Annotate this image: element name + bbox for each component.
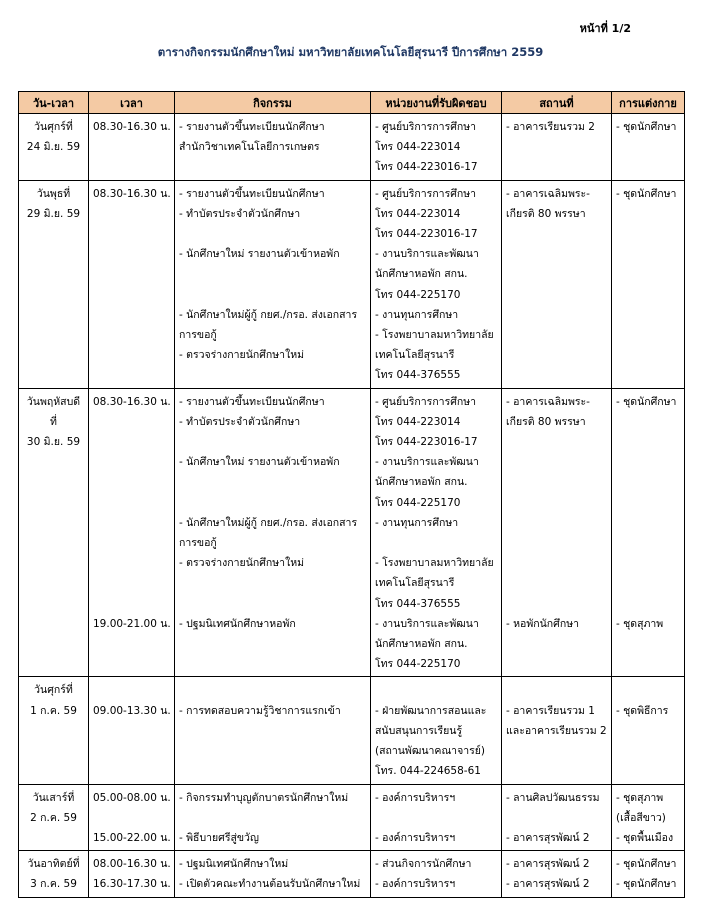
place-line: [506, 680, 607, 700]
unit-line: โทร 044-223014: [375, 207, 461, 220]
unit-line: สนับสนุนการเรียนรู้: [375, 724, 463, 737]
activity-line: [179, 224, 366, 244]
time-line: [93, 412, 170, 432]
activity-line: [179, 573, 366, 593]
dress-line: [616, 493, 680, 513]
activity-line: การขอกู้: [179, 329, 217, 342]
unit-line: - องค์การบริหารฯ: [375, 878, 456, 891]
unit-line: - ส่วนกิจการนักศึกษา: [375, 858, 472, 871]
day-line: วันพฤหัสบดี: [26, 395, 81, 408]
unit-line: โทร 044-223016-17: [375, 436, 478, 449]
schedule-table: [18, 91, 685, 898]
unit-line: โทร 044-223016-17: [375, 161, 478, 174]
activity-line: [179, 264, 366, 284]
dress-line: - ชุดสุภาพ: [616, 617, 664, 630]
activity-line: - รายงานตัวขึ้นทะเบียนนักศึกษา: [179, 187, 325, 200]
unit-line: - โรงพยาบาลมหาวิทยาลัย: [375, 557, 494, 570]
time-line: [93, 594, 170, 614]
day-cell: [19, 180, 89, 388]
time-line: 05.00-08.00 น.: [93, 791, 171, 804]
unit-cell: [371, 180, 502, 388]
unit-line: นักศึกษาหอพัก สกน.: [375, 476, 468, 489]
time-line: [93, 452, 170, 472]
time-line: [93, 808, 170, 828]
activity-line: - ปฐมนิเทศนักศึกษาใหม่: [179, 858, 289, 871]
place-line: [506, 432, 607, 452]
activity-line: - นักศึกษาใหม่ รายงานตัวเข้าหอพัก: [179, 456, 340, 469]
place-line: - อาคารเรียนรวม 2: [506, 121, 595, 133]
unit-line: โทร 044-223014: [375, 141, 461, 154]
table-row: [19, 851, 685, 897]
unit-line: - ฝ่ายพัฒนาการสอนและ: [375, 704, 487, 717]
dress-line: - ชุดพิธีการ: [616, 704, 669, 717]
time-line: [93, 680, 170, 700]
header-activity: กิจกรรม: [175, 92, 371, 114]
activity-line: - กิจกรรมทำบุญตักบาตรนักศึกษาใหม่: [179, 791, 349, 804]
time-cell: [89, 114, 175, 181]
unit-cell: [371, 784, 502, 851]
unit-line: โทร 044-376555: [375, 597, 461, 610]
activity-line: [179, 432, 366, 452]
day-line: วันเสาร์ที่: [32, 791, 75, 804]
time-cell: [89, 784, 175, 851]
unit-cell: [371, 388, 502, 677]
unit-line: โทร 044-376555: [375, 369, 461, 382]
unit-line: โทร 044-225170: [375, 496, 461, 509]
dress-cell: [612, 388, 685, 677]
day-line: 3 ก.ค. 59: [30, 878, 77, 891]
activity-cell: [175, 677, 371, 784]
time-cell: [89, 677, 175, 784]
time-cell: [89, 388, 175, 677]
unit-line: - องค์การบริหารฯ: [375, 831, 456, 844]
table-row: [19, 180, 685, 388]
unit-line: - ศูนย์บริการการศึกษา: [375, 121, 477, 133]
day-line: 2 ก.ค. 59: [30, 811, 77, 824]
activity-line: - นักศึกษาใหม่ผู้กู้ กยศ./กรอ. ส่งเอกสาร: [179, 308, 358, 321]
unit-line: โทร 044-225170: [375, 658, 461, 671]
time-line: [93, 472, 170, 492]
place-cell: [502, 388, 612, 677]
unit-cell: [371, 851, 502, 897]
place-cell: [502, 677, 612, 784]
activity-line: [179, 594, 366, 614]
time-line: 08.30-16.30 น.: [93, 187, 171, 200]
dress-line: [616, 452, 680, 472]
day-line: 1 ก.ค. 59: [30, 704, 77, 717]
place-cell: [502, 784, 612, 851]
day-line: ที่: [50, 415, 57, 428]
day-line: 24 มิ.ย. 59: [26, 141, 81, 154]
unit-line: โทร 044-223016-17: [375, 228, 478, 241]
unit-line: - งานบริการและพัฒนา: [375, 248, 479, 261]
unit-cell: [371, 677, 502, 784]
dress-line: [616, 432, 680, 452]
unit-line: [375, 533, 497, 553]
activity-cell: [175, 388, 371, 677]
activity-line: [179, 808, 366, 828]
dress-line: [616, 412, 680, 432]
unit-line: - ศูนย์บริการการศึกษา: [375, 187, 477, 200]
dress-line: [616, 533, 680, 553]
place-line: [506, 493, 607, 513]
place-line: [506, 452, 607, 472]
time-line: 15.00-22.00 น.: [93, 831, 171, 844]
place-line: [506, 808, 607, 828]
place-line: เกียรติ 80 พรรษา: [506, 415, 586, 428]
time-line: 08.30-16.30 น.: [93, 121, 171, 133]
place-line: [506, 573, 607, 593]
dress-cell: [612, 784, 685, 851]
activity-line: - พิธีบายศรีสู่ขวัญ: [179, 831, 259, 844]
place-cell: [502, 851, 612, 897]
unit-line: นักศึกษาหอพัก สกน.: [375, 638, 468, 651]
unit-line: โทร. 044-224658-61: [375, 765, 481, 778]
dress-cell: [612, 180, 685, 388]
dress-line: [616, 573, 680, 593]
header-time: เวลา: [89, 92, 175, 114]
dress-line: - ชุดพื้นเมือง: [616, 831, 674, 844]
place-line: - อาคารเฉลิมพระ-: [506, 187, 590, 200]
activity-line: - นักศึกษาใหม่ผู้กู้ กยศ./กรอ. ส่งเอกสาร: [179, 516, 358, 529]
day-cell: [19, 677, 89, 784]
dress-line: - ชุดนักศึกษา: [616, 395, 677, 408]
activity-line: - นักศึกษาใหม่ รายงานตัวเข้าหอพัก: [179, 248, 340, 261]
day-line: วันศุกร์ที่: [34, 121, 73, 133]
place-line: [506, 513, 607, 533]
place-line: เกียรติ 80 พรรษา: [506, 207, 586, 220]
day-cell: [19, 851, 89, 897]
activity-cell: [175, 180, 371, 388]
activity-line: - ตรวจร่างกายนักศึกษาใหม่: [179, 557, 305, 570]
time-cell: [89, 180, 175, 388]
dress-cell: [612, 677, 685, 784]
time-line: [93, 553, 170, 573]
place-line: - อาคารเฉลิมพระ-: [506, 395, 590, 408]
place-line: - อาคารเรียนรวม 1: [506, 704, 595, 717]
time-cell: [89, 851, 175, 897]
dress-line: [616, 472, 680, 492]
place-line: - ลานศิลปวัฒนธรรม: [506, 791, 600, 804]
activity-line: [179, 472, 366, 492]
dress-line: - ชุดนักศึกษา: [616, 121, 677, 133]
table-row: [19, 114, 685, 181]
place-cell: [502, 114, 612, 181]
unit-line: โทร 044-223014: [375, 415, 461, 428]
time-line: 08.30-16.30 น.: [93, 395, 171, 408]
activity-cell: [175, 851, 371, 897]
activity-line: - รายงานตัวขึ้นทะเบียนนักศึกษา: [179, 395, 325, 408]
header-row: [19, 92, 685, 114]
dress-line: - ชุดนักศึกษา: [616, 858, 677, 871]
place-line: [506, 594, 607, 614]
page-number: หน้าที่ 1/2: [579, 22, 631, 35]
unit-line: - งานบริการและพัฒนา: [375, 456, 479, 469]
day-cell: [19, 114, 89, 181]
activity-line: - รายงานตัวขึ้นทะเบียนนักศึกษา: [179, 121, 325, 133]
dress-cell: [612, 114, 685, 181]
header-place: สถานที่: [502, 92, 612, 114]
header-dress: การแต่งกาย: [612, 92, 685, 114]
activity-line: - การทดสอบความรู้วิชาการแรกเข้า: [179, 704, 341, 717]
dress-line: [616, 594, 680, 614]
day-cell: [19, 388, 89, 677]
place-line: - อาคารสุรพัฒน์ 2: [506, 831, 590, 844]
day-line: 30 มิ.ย. 59: [26, 436, 81, 449]
unit-line: เทคโนโลยีสุรนารี: [375, 577, 455, 590]
unit-line: - องค์การบริหารฯ: [375, 791, 456, 804]
time-line: [93, 432, 170, 452]
activity-line: - ปฐมนิเทศนักศึกษาหอพัก: [179, 617, 296, 630]
time-line: [93, 573, 170, 593]
dress-line: - ชุดนักศึกษา: [616, 187, 677, 200]
dress-line: [616, 553, 680, 573]
dress-line: - ชุดนักศึกษา: [616, 878, 677, 891]
dress-line: [616, 513, 680, 533]
table-row: [19, 677, 685, 784]
place-cell: [502, 180, 612, 388]
unit-line: (สถานพัฒนาคณาจารย์): [375, 745, 486, 758]
header-day: วัน-เวลา: [19, 92, 89, 114]
day-line: 29 มิ.ย. 59: [26, 207, 81, 220]
unit-line: - ศูนย์บริการการศึกษา: [375, 395, 477, 408]
time-line: 19.00-21.00 น.: [93, 617, 171, 630]
activity-cell: [175, 784, 371, 851]
day-line: วันพุธที่: [36, 187, 71, 200]
table-row: [19, 388, 685, 677]
activity-line: [179, 493, 366, 513]
day-line: วันอาทิตย์ที่: [27, 858, 80, 871]
unit-line: โทร 044-225170: [375, 288, 461, 301]
unit-line: [375, 680, 497, 700]
time-line: [93, 493, 170, 513]
day-line: วันศุกร์ที่: [34, 684, 73, 697]
unit-line: - งานบริการและพัฒนา: [375, 617, 479, 630]
dress-line: [616, 680, 680, 700]
dress-cell: [612, 851, 685, 897]
time-line: 16.30-17.30 น.: [93, 878, 171, 891]
activity-cell: [175, 114, 371, 181]
time-line: 09.00-13.30 น.: [93, 704, 171, 717]
activity-line: [179, 285, 366, 305]
table-row: [19, 784, 685, 851]
time-line: [93, 533, 170, 553]
day-cell: [19, 784, 89, 851]
unit-line: [375, 808, 497, 828]
place-line: และอาคารเรียนรวม 2: [506, 724, 607, 737]
time-line: [93, 513, 170, 533]
unit-line: - โรงพยาบาลมหาวิทยาลัย: [375, 329, 494, 342]
place-line: - อาคารสุรพัฒน์ 2: [506, 878, 590, 891]
unit-line: - งานทุนการศึกษา: [375, 516, 459, 529]
time-line: 08.00-16.30 น.: [93, 858, 171, 871]
unit-cell: [371, 114, 502, 181]
activity-line: สำนักวิชาเทคโนโลยีการเกษตร: [179, 141, 320, 154]
dress-line: - ชุดสุภาพ: [616, 791, 664, 804]
document-title: ตารางกิจกรรมนักศึกษาใหม่ มหาวิทยาลัยเทคโนโลยีสุรนารี ปีการศึกษา 2559: [157, 45, 544, 59]
activity-line: [179, 680, 366, 700]
header-unit: หน่วยงานที่รับผิดชอบ: [371, 92, 502, 114]
dress-line: (เสื้อสีขาว): [616, 811, 666, 824]
activity-line: - ตรวจร่างกายนักศึกษาใหม่: [179, 349, 305, 362]
unit-line: เทคโนโลยีสุรนารี: [375, 349, 455, 362]
activity-line: - เปิดตัวคณะทำงานต้อนรับนักศึกษาใหม่: [179, 878, 361, 891]
activity-line: การขอกู้: [179, 537, 217, 550]
place-line: - อาคารสุรพัฒน์ 2: [506, 858, 590, 871]
place-line: [506, 553, 607, 573]
place-line: [506, 533, 607, 553]
unit-line: - งานทุนการศึกษา: [375, 308, 459, 321]
activity-line: - ทำบัตรประจำตัวนักศึกษา: [179, 415, 301, 428]
place-line: - หอพักนักศึกษา: [506, 617, 580, 630]
unit-line: นักศึกษาหอพัก สกน.: [375, 268, 468, 281]
place-line: [506, 472, 607, 492]
activity-line: - ทำบัตรประจำตัวนักศึกษา: [179, 207, 301, 220]
